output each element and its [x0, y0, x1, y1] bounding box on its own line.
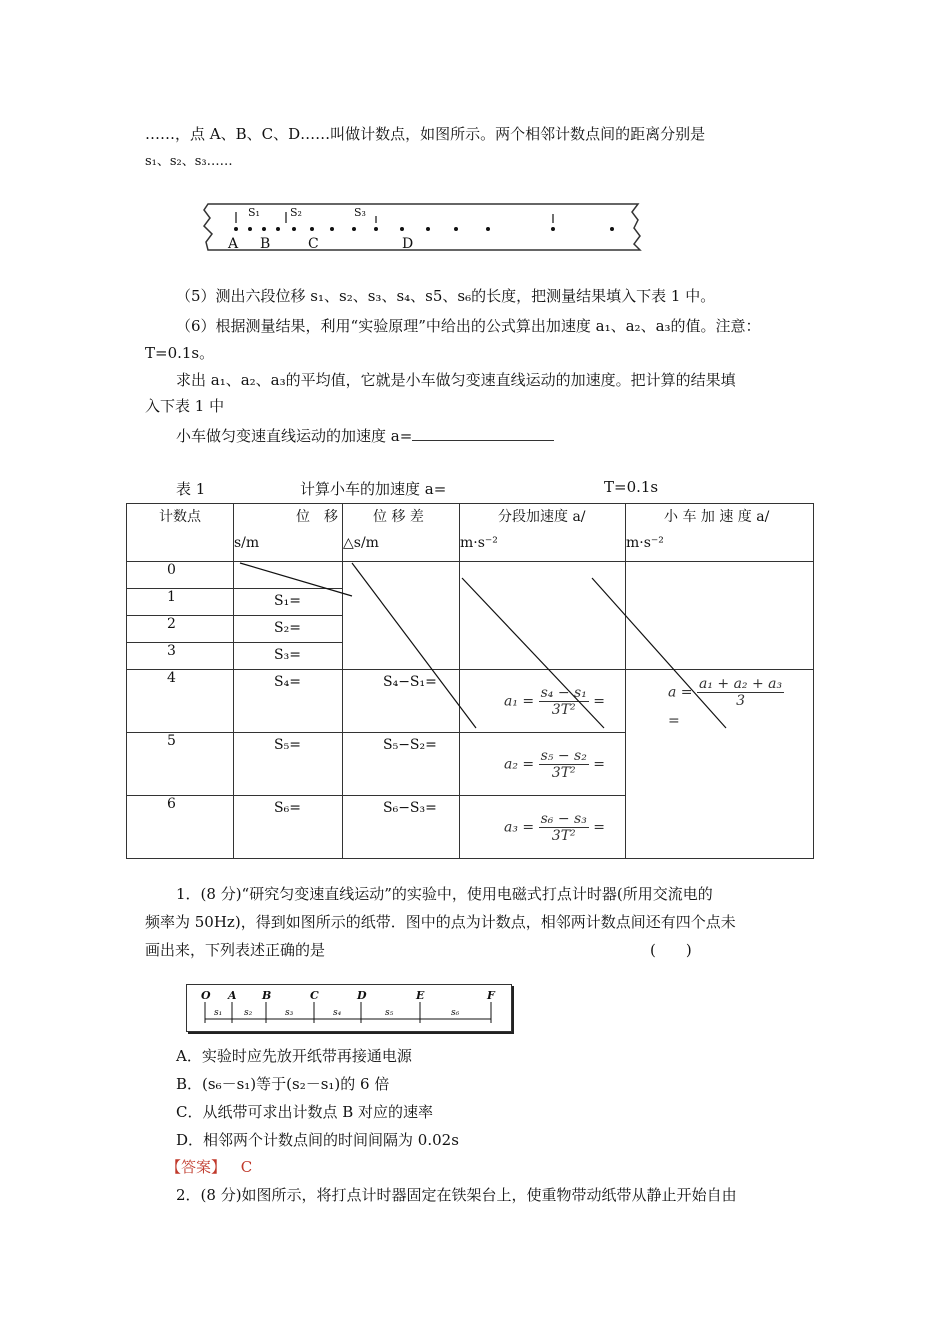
step-5: （5）测出六段位移 s₁、s₂、s₃、s₄、s5、s₆的长度，把测量结果填入下表 1 中。 — [176, 287, 716, 305]
q1-line-2: 频率为 50Hz)，得到如图所示的纸带．图中的点为计数点，相邻两计数点间还有四个点未 — [145, 913, 736, 931]
header-difference-unit: △s/m — [343, 535, 379, 551]
header-point-label: 计数点 — [159, 509, 201, 525]
answer-tag: 【答案】 — [166, 1158, 227, 1176]
seg-acc-3-eq: = — [593, 819, 606, 835]
point-3: 3 — [127, 643, 234, 670]
avg-acc-den: 3 — [736, 693, 746, 709]
header-displacement-label: 位 移 — [296, 509, 338, 525]
avg-acc-lhs: a = — [668, 684, 693, 701]
table-caption-period: T=0.1s — [604, 478, 659, 496]
seg-acc-2-num: s₅ − s₂ — [540, 747, 587, 764]
seg-acc-1-den: 3T² — [551, 701, 576, 718]
tape2-drawing — [187, 985, 511, 1031]
tape-label-b: B — [260, 236, 271, 252]
point-5: 5 — [127, 733, 234, 796]
table-caption-title: 计算小车的加速度 a= — [300, 480, 447, 498]
point-4: 4 — [127, 670, 234, 733]
q2-line-1: 2．(8 分)如图所示，将打点计时器固定在铁架台上，使重物带动纸带从静止开始自由 — [176, 1186, 737, 1204]
diff-2: S₅−S₂= — [343, 733, 460, 796]
seg-acc-2-den: 3T² — [551, 764, 576, 781]
tape-seg-s3: S₃ — [354, 206, 366, 219]
tape2-seg-s1: s₁ — [214, 1008, 223, 1018]
step-6-line-2: T=0.1s。 — [145, 344, 215, 362]
seg-acc-3-num: s₆ − s₃ — [540, 810, 587, 827]
average-line-2: 入下表 1 中 — [145, 397, 225, 415]
slash-seg — [462, 578, 604, 728]
acceleration-fill-label: 小车做匀变速直线运动的加速度 a= — [176, 427, 413, 445]
point-6: 6 — [127, 796, 234, 859]
header-car-acceleration-unit: m·s⁻² — [626, 535, 664, 551]
slash-disp — [240, 563, 352, 596]
q1-line-1: 1．(8 分)“研究匀变速直线运动”的实验中，使用电磁式打点计时器(所用交流电的 — [176, 885, 713, 903]
average-line-1: 求出 a₁、a₂、a₃的平均值，它就是小车做匀变速直线运动的加速度。把计算的结果填 — [176, 371, 736, 389]
tape-label-a: A — [228, 236, 239, 252]
tape2-pt-c: C — [310, 989, 319, 1002]
step-6-line-1: （6）根据测量结果，利用“实验原理”中给出的公式算出加速度 a₁、a₂、a₃的值。注意： — [176, 317, 761, 335]
point-2: 2 — [127, 616, 234, 643]
tape2-pt-o: O — [201, 989, 211, 1002]
answer-value: C — [240, 1158, 253, 1176]
header-car-acceleration-label: 小 车 加 速 度 a/ — [664, 509, 770, 525]
tape2-seg-s2: s₂ — [244, 1008, 253, 1018]
tape2-pt-a: A — [228, 989, 237, 1002]
header-difference-label: 位 移 差 — [373, 509, 424, 525]
seg-acc-1-num: s₄ − s₁ — [540, 684, 587, 701]
q1-option-a: A．实验时应先放开纸带再接通电源 — [176, 1047, 412, 1065]
slash-diff — [352, 563, 476, 728]
intro-line-1: ……，点 A、B、C、D……叫做计数点，如图所示。两个相邻计数点间的距离分别是 — [145, 125, 706, 143]
q1-option-c: C．从纸带可求出计数点 B 对应的速率 — [176, 1103, 434, 1121]
seg-acc-1-eq: = — [593, 693, 606, 709]
disp-1: S₁= — [234, 589, 343, 616]
seg-acc-3-lhs: a₃ = — [504, 819, 535, 835]
tape-seg-s2: S₂ — [290, 206, 302, 219]
tape-seg-s1: S₁ — [248, 206, 260, 219]
tape2-seg-s3: s₃ — [285, 1008, 294, 1018]
q1-option-b: B．(s₆－s₁)等于(s₂－s₁)的 6 倍 — [176, 1075, 390, 1093]
seg-acc-1-lhs: a₁ = — [504, 693, 535, 709]
q1-answer — [166, 1155, 252, 1179]
tape-label-c: C — [308, 236, 319, 252]
avg-acc-num: a₁ + a₂ + a₃ — [698, 676, 783, 692]
q1-line-3: 画出来，下列表述正确的是 — [145, 941, 326, 959]
avg-acc-eq: = — [668, 713, 680, 729]
tape2-pt-e: E — [416, 989, 425, 1002]
tape-label-d: D — [402, 236, 414, 252]
seg-acc-3-den: 3T² — [551, 827, 576, 844]
disp-2: S₂= — [234, 616, 343, 643]
tape2-pt-d: D — [357, 989, 367, 1002]
disp-6: S₆= — [234, 796, 343, 859]
tape2-pt-f: F — [487, 989, 495, 1002]
intro-line-2: s₁、s₂、s₃…… — [145, 154, 233, 169]
diff-1: S₄−S₁= — [343, 670, 460, 733]
disp-5: S₅= — [234, 733, 343, 796]
seg-acc-2-eq: = — [593, 756, 606, 772]
tape2-seg-s4: s₄ — [333, 1008, 342, 1018]
q1-answer-paren: ( ) — [650, 941, 692, 959]
disp-3: S₃= — [234, 643, 343, 670]
diff-3: S₆−S₃= — [343, 796, 460, 859]
tape2-figure — [186, 984, 512, 1032]
header-segment-acceleration-label: 分段加速度 a/ — [498, 509, 586, 525]
seg-acc-2-lhs: a₂ = — [504, 756, 535, 772]
point-0: 0 — [127, 562, 234, 589]
point-1: 1 — [127, 589, 234, 616]
tape2-seg-s6: s₆ — [451, 1008, 460, 1018]
header-segment-acceleration-unit: m·s⁻² — [460, 535, 498, 551]
tape2-seg-s5: s₅ — [385, 1008, 394, 1018]
disp-4: S₄= — [234, 670, 343, 733]
header-displacement-unit: s/m — [234, 535, 260, 551]
q1-option-d: D．相邻两个计数点间的时间间隔为 0.02s — [176, 1131, 459, 1149]
table-caption-label: 表 1 — [176, 480, 206, 498]
slash-avg — [592, 578, 726, 728]
tape2-pt-b: B — [262, 989, 272, 1002]
